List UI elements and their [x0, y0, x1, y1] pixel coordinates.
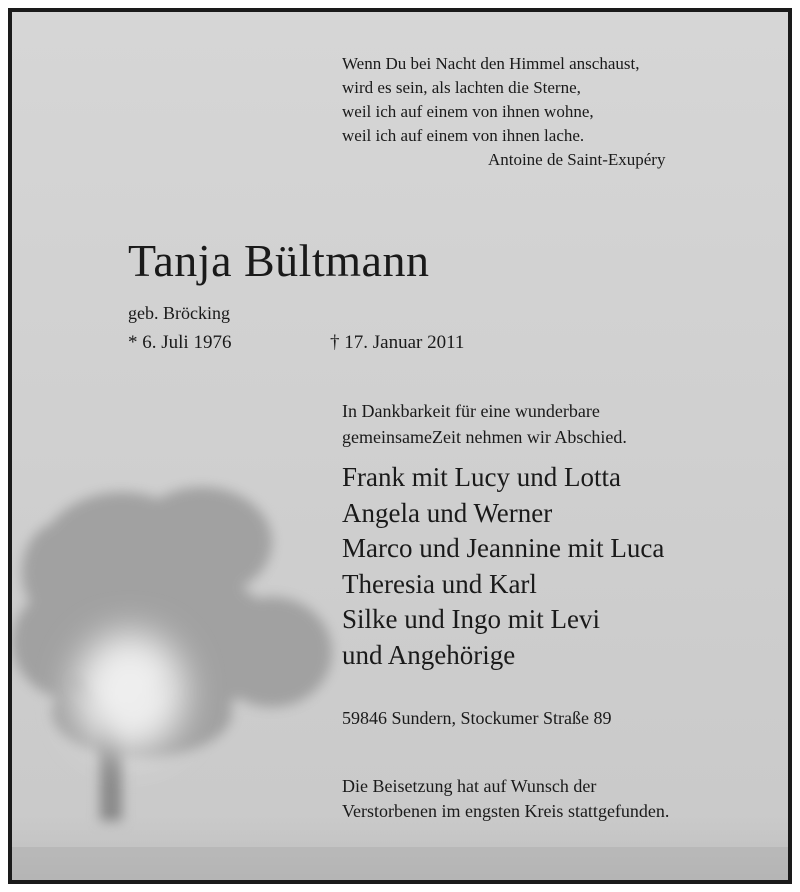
birth-name: geb. Bröcking: [128, 303, 230, 323]
burial-note: [342, 774, 669, 824]
burial-note-line: Die Beisetzung hat auf Wunsch der: [342, 776, 597, 796]
mourner: Silke und Ingo mit Levi: [342, 604, 600, 634]
burial-note-line: Verstorbenen im engsten Kreis stattgefunden.: [342, 801, 670, 821]
mourner: Theresia und Karl: [342, 568, 537, 599]
poem-line: weil ich auf einem von ihnen wohne,: [342, 102, 594, 121]
mourner: Angela und Werner: [342, 497, 553, 528]
poem-quote: [342, 52, 666, 172]
mourners-list: [342, 460, 664, 673]
obituary-notice: [8, 8, 792, 884]
poem-line: Wenn Du bei Nacht den Himmel anschaust,: [342, 54, 640, 73]
gratitude-line: In Dankbarkeit für eine wunderbare: [342, 401, 600, 421]
gratitude-line: gemeinsameZeit nehmen wir Abschied.: [342, 427, 627, 447]
poem-line: weil ich auf einem von ihnen lache.: [342, 126, 585, 145]
poem-author: Antoine de Saint-Exupéry: [487, 150, 666, 169]
death-date: † 17. Januar 2011: [330, 332, 465, 353]
mourner: Marco und Jeannine mit Luca: [342, 533, 665, 563]
mourner: und Angehörige: [342, 639, 516, 670]
poem-line: wird es sein, als lachten die Sterne,: [342, 78, 581, 97]
address: 59846 Sundern, Stockumer Straße 89: [342, 708, 612, 728]
mourner: Frank mit Lucy und Lotta: [342, 462, 621, 492]
gratitude-text: [342, 398, 627, 450]
birth-date: * 6. Juli 1976: [128, 332, 232, 353]
deceased-name: Tanja Bültmann: [128, 235, 430, 286]
